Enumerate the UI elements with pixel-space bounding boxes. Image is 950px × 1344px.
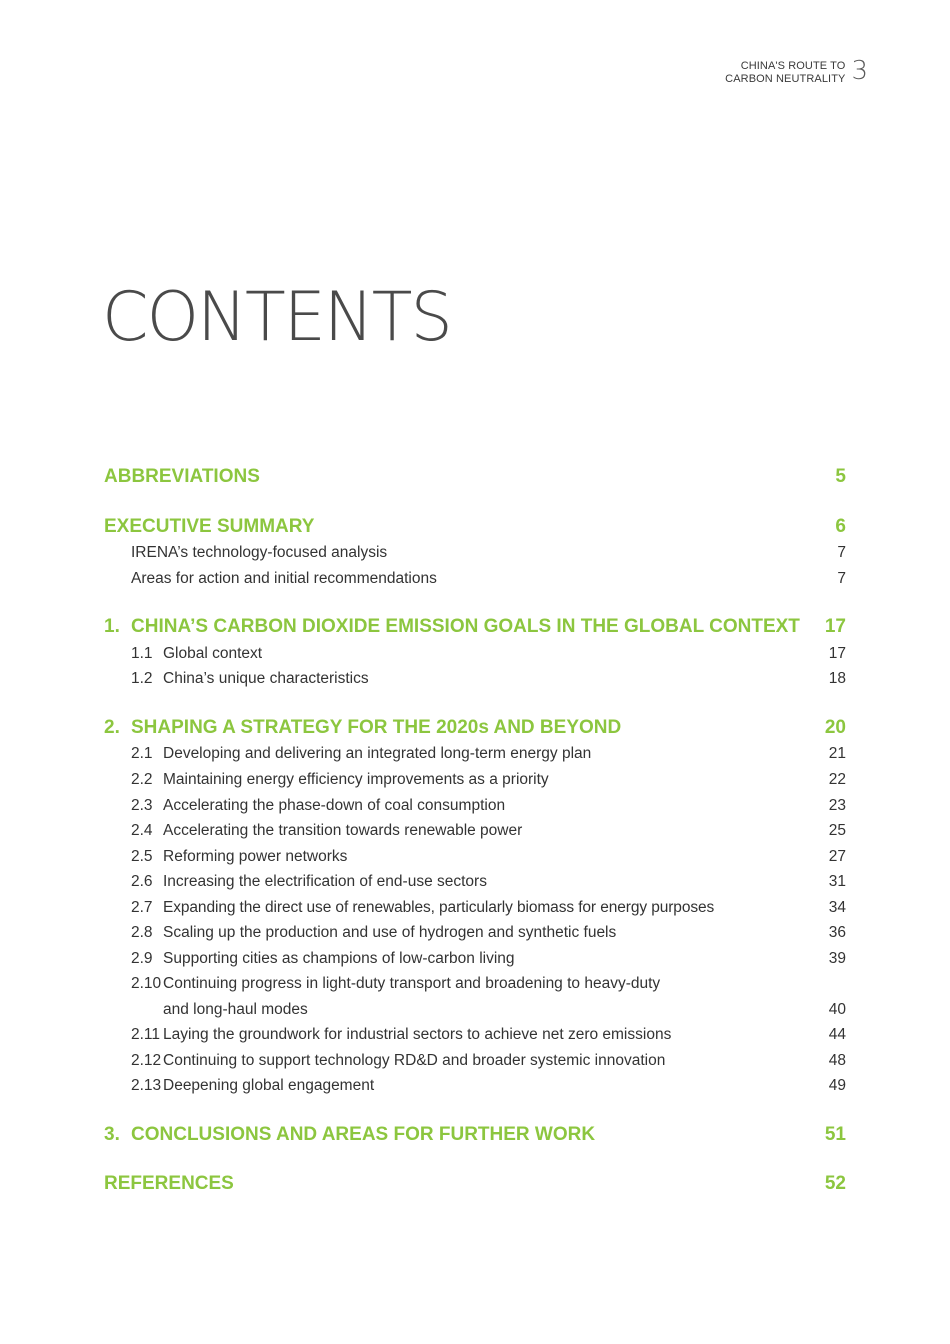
toc-subentry[interactable] [104,820,846,842]
toc-subentry-label: China’s unique characteristics [163,670,369,687]
toc-subentry-page: 34 [828,899,846,916]
toc-subentry-number: 2.13 [131,1077,162,1094]
toc-entry-chapter-1[interactable] [104,615,846,639]
toc-subentry-page: 27 [828,848,846,865]
toc-subentry-number: 2.7 [131,899,153,916]
toc-entry-page: 6 [835,516,846,537]
toc-subentry[interactable] [104,846,846,868]
toc-subentry[interactable] [104,542,846,564]
toc-subentry-number: 1.1 [131,645,153,662]
toc-entry-page: 17 [824,616,846,637]
toc-entry-references[interactable] [104,1172,846,1196]
page-number: 3 [851,56,868,86]
toc-subentry-label: Continuing to support technology RD&D and broader systemic innovation [163,1052,666,1069]
toc-subentry-label: Maintaining energy efficiency improvements as a priority [163,771,549,788]
toc-entry-chapter-2[interactable] [104,716,846,740]
toc-subentry-page: 31 [828,873,846,890]
running-title [725,60,845,86]
toc-subentry-page: 39 [828,950,846,967]
toc-subentry-page: 7 [837,570,846,587]
toc-subentry[interactable] [104,948,846,970]
toc-subentry[interactable] [104,973,846,995]
toc-subentry[interactable] [104,643,846,665]
toc-entry-number: 2. [104,717,120,738]
toc-entry-label: CHINA’S CARBON DIOXIDE EMISSION GOALS IN THE GLOBAL CONTEXT [131,616,800,637]
toc-subentry-number: 2.12 [131,1052,162,1069]
toc-subentry-number: 2.11 [131,1026,161,1043]
toc-subentry-page: 36 [828,924,846,941]
toc-subentry-number: 2.4 [131,822,153,839]
toc-subentry-page: 25 [828,822,846,839]
toc-subentry[interactable] [104,1024,846,1046]
toc-subentry[interactable] [104,668,846,690]
toc-subentry-label: Reforming power networks [163,848,348,865]
toc-subentry-label: Supporting cities as champions of low-carbon living [163,950,515,967]
toc-subentry[interactable] [104,871,846,893]
toc-subentry-label: Scaling up the production and use of hydrogen and synthetic fuels [163,924,617,941]
toc-subentry[interactable] [104,897,846,919]
toc-entry-page: 51 [824,1124,846,1145]
toc-subentry-label: Laying the groundwork for industrial sectors to achieve net zero emissions [163,1026,672,1043]
toc-subentry-label: IRENA’s technology-focused analysis [131,544,388,561]
toc-entry-chapter-3[interactable] [104,1123,846,1147]
toc-subentry-label: Expanding the direct use of renewables, particularly biomass for energy purposes [163,899,715,916]
toc-entry-label: CONCLUSIONS AND AREAS FOR FURTHER WORK [131,1124,596,1145]
toc-entry-label: SHAPING A STRATEGY FOR THE 2020s AND BEYOND [131,717,622,738]
running-title-line1: CHINA'S ROUTE TO [740,60,846,72]
toc-subentry[interactable] [104,795,846,817]
toc-subentry-page: 40 [828,1001,846,1018]
toc-entry-abbreviations[interactable] [104,465,846,489]
toc-subentry-number: 1.2 [131,670,153,687]
toc-subentry-label: Accelerating the phase-down of coal consumption [163,797,506,814]
toc-entry-label: ABBREVIATIONS [104,466,260,487]
toc-subentry-label: and long-haul modes [163,1001,308,1018]
toc-subentry-label: Deepening global engagement [163,1077,375,1094]
toc-subentry-page: 23 [828,797,846,814]
toc-entry-number: 3. [104,1124,120,1145]
toc-entry-label: REFERENCES [104,1173,234,1194]
toc-subentry[interactable] [104,1075,846,1097]
running-title-line2: CARBON NEUTRALITY [725,73,846,85]
toc-subentry-number: 2.9 [131,950,153,967]
toc-subentry-page: 48 [828,1052,846,1069]
toc-subentry-page: 49 [828,1077,846,1094]
toc-subentry-number: 2.1 [131,745,153,762]
toc-subentry-number: 2.8 [131,924,153,941]
toc-subentry-page: 17 [828,645,846,662]
toc-subentry-page: 22 [828,771,846,788]
running-header [725,58,868,86]
toc-entry-executive-summary[interactable] [104,515,846,539]
toc-subentry-label: Accelerating the transition towards renewable power [163,822,523,839]
toc-subentry-page: 21 [828,745,846,762]
toc-subentry-label: Continuing progress in light-duty transport and broadening to heavy-duty [163,975,661,992]
toc-subentry-continuation[interactable] [104,999,846,1021]
toc-entry-page: 5 [835,466,846,487]
toc-subentry[interactable] [104,743,846,765]
toc-subentry-label: Areas for action and initial recommendations [131,570,437,587]
toc-subentry-number: 2.5 [131,848,153,865]
toc-subentry-label: Increasing the electrification of end-use sectors [163,873,487,890]
toc-subentry[interactable] [104,769,846,791]
toc-subentry-number: 2.6 [131,873,153,890]
toc-entry-label: EXECUTIVE SUMMARY [104,516,315,537]
toc-entry-number: 1. [104,616,120,637]
toc-subentry-label: Global context [163,645,263,662]
toc-subentry[interactable] [104,568,846,590]
toc-entry-page: 20 [824,717,846,738]
toc-subentry-page: 18 [828,670,846,687]
toc-subentry-number: 2.3 [131,797,153,814]
toc-subentry-page: 7 [837,544,846,561]
toc-subentry[interactable] [104,1050,846,1072]
toc-subentry-label: Developing and delivering an integrated long-term energy plan [163,745,592,762]
toc-subentry[interactable] [104,922,846,944]
page-title: CONTENTS [102,278,451,357]
toc-subentry-page: 44 [828,1026,846,1043]
toc-subentry-number: 2.10 [131,975,162,992]
toc-entry-page: 52 [824,1173,846,1194]
toc-subentry-number: 2.2 [131,771,153,788]
